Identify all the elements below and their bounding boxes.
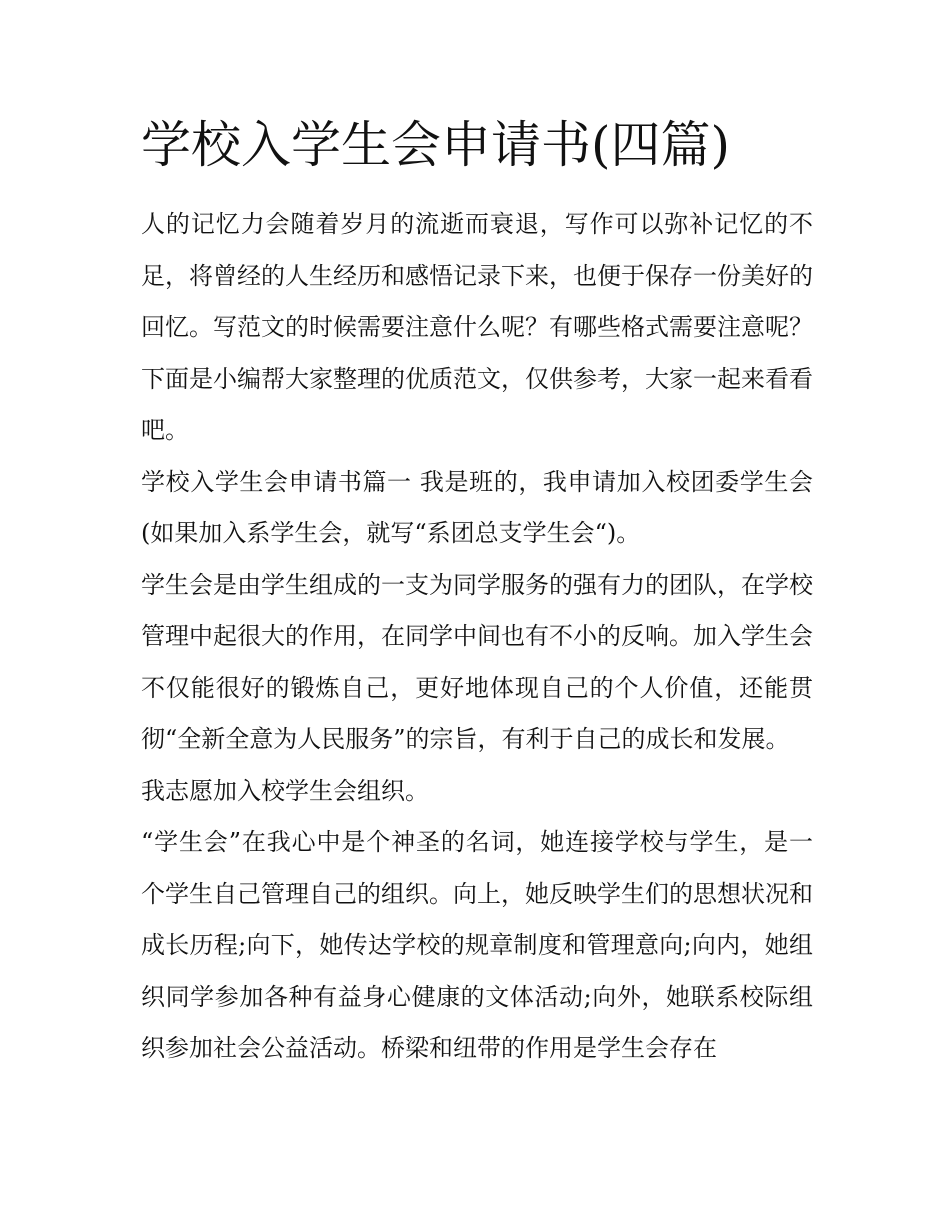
document-title: 学校入学生会申请书(四篇): [141, 116, 731, 174]
paragraph-intro: 人的记忆力会随着岁月的流逝而衰退，写作可以弥补记忆的不足，将曾经的人生经历和感悟记录下来，也便于保存一份美好的回忆。写范文的时候需要注意什么呢？有哪些格式需要注意呢？下面是小编帮大家整理的优质范文，仅供参考，大家一起来看看吧。: [141, 210, 813, 444]
paragraph-meaning: “学生会”在我心中是个神圣的名词，她连接学校与学生，是一个学生自己管理自己的组织。向上，她反映学生们的思想状况和成长历程;向下，她传达学校的规章制度和管理意向;向内，她组织同学参加各种有益身心健康的文体活动;向外，她联系校际组织参加社会公益活动。桥梁和纽带的作用是学生会存在: [141, 828, 813, 1062]
paragraph-student-union-role: 学生会是由学生组成的一支为同学服务的强有力的团队，在学校管理中起很大的作用，在同学中间也有不小的反响。加入学生会不仅能很好的锻炼自己，更好地体现自己的个人价值，还能贯彻“全新全意为人民服务”的宗旨，有利于自己的成长和发展。: [141, 570, 813, 753]
paragraph-volunteer: 我志愿加入校学生会组织。: [141, 776, 429, 805]
document-page: [141, 112, 813, 1075]
paragraph-application-intro: 学校入学生会申请书篇一 我是班的，我申请加入校团委学生会(如果加入系学生会，就写“系团总支学生会“)。: [141, 467, 813, 547]
